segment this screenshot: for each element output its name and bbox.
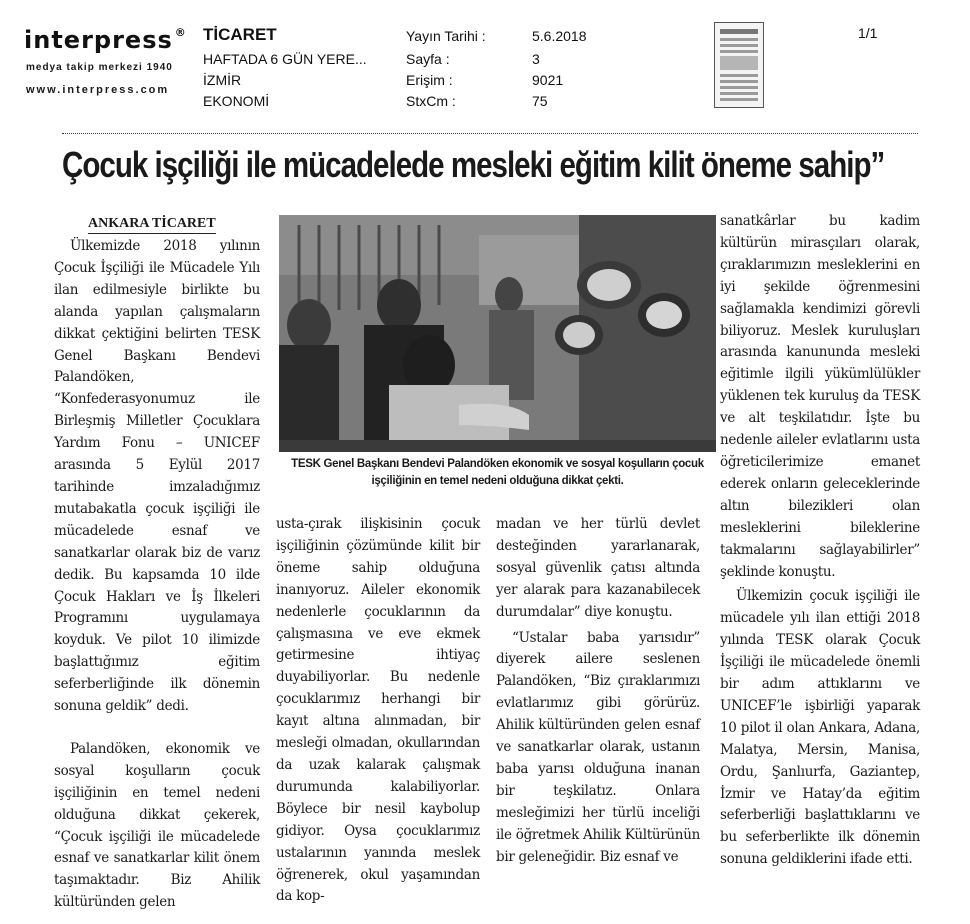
- category-label: EKONOMİ: [203, 93, 270, 109]
- publication-name: TİCARET: [203, 25, 277, 44]
- logo-subtitle: medya takip merkezi 1940: [26, 62, 173, 73]
- article-photo: [279, 215, 716, 452]
- paragraph: Palandöken, ekonomik ve sosyal koşulların çocuk işçiliğinin en temel nedeni olduğuna dikkat çekerek, “Çocuk işçiliği ile mücadelede esnaf ve sanatkarlar kilit önem taşımaktadır. Biz Ahilik kültüründen gelen: [54, 740, 260, 911]
- article-column-3: [496, 514, 700, 869]
- page-thumbnail: [714, 22, 764, 108]
- paragraph: madan ve her türlü devlet desteğinden yararlanarak, sosyal güvenlik çatısı altında yer alarak para kazanabilecek durumdalar” diye konuştu.: [496, 516, 700, 620]
- publish-date-label: Yayın Tarihi :: [406, 28, 486, 44]
- registered-mark: ®: [174, 26, 187, 39]
- interpress-logo: [24, 26, 187, 54]
- page-count: 1/1: [858, 25, 878, 41]
- publish-date-value: 5.6.2018: [532, 28, 587, 44]
- article-headline: Çocuk işçiliği ile mücadelede mesleki eğitim kilit öneme sahip”: [62, 144, 885, 185]
- reach-label: Erişim :: [406, 72, 453, 88]
- reach-value: 9021: [532, 72, 564, 88]
- article-column-1: [54, 236, 260, 914]
- photo-caption: [279, 456, 716, 490]
- stxcm-label: StxCm :: [406, 93, 456, 109]
- logo-text: interpress: [24, 26, 173, 54]
- photo-caption-line: işçiliğinin en temel nedeni olduğuna dikkat çekti.: [371, 475, 624, 487]
- page-label: Sayfa :: [406, 51, 450, 67]
- page-value: 3: [532, 51, 540, 67]
- paragraph: usta-çırak ilişkisinin çocuk işçiliğinin çözümünde kilit bir öneme sahip olduğuna inanıyoruz. Aileler ekonomik nedenlerle çocuklarının da çalışmasına ve eve ekmek getirmesine ihtiyaç duyabiliyorlar. Bu nedenle çocuklarımız herhangi bir kayıt altına alınmadan, bir mesleği olmadan, okullarından da uzak kalarak çalışmak durumunda kalabiliyorlar. Böylece bir nesil kaybolup gidiyor. Oysa çocuklarımız ustalarının yanında meslek öğrenerek, okul yaşamından da kop-: [276, 516, 480, 905]
- header-divider: [62, 133, 918, 134]
- article-column-2: [276, 514, 480, 908]
- paragraph: “Ustalar baba yarısıdır” diyerek ailere seslenen Palandöken, “Biz çıraklarımızı evlatlarımız gibi görürüz. Ahilik kültüründen gelen esnaf ve sanatkarlar olarak, ustanın baba yarısı olduğuna inanan bir teşkilatız. Onlara mesleğimizi her türlü inceliği ile öğretmek Ahilik Kültürünün bir geleneğidir. Biz esnaf ve: [496, 629, 700, 865]
- paragraph: sanatkârlar bu kadim kültürün mirasçıları olarak, çıraklarımızın mesleklerini en iyi şekilde öğrenmesini sağlamakla kendimizi görevli biliyoruz. Meslek kuruluşları arasında kanununda mesleki eğitimle ilgili yükümlülükler yüklenen tek kuruluş da TESK ve alt teşkilatıdır. İşte bu nedenle aileler evlatlarını usta öğreticilerimize emanet ederek onların geleceklerinde altın bilezikleri olan mesleklerini bileklerine takmalarını sağlayabilirler” şeklinde konuştu.: [720, 213, 920, 580]
- article-column-4: [720, 211, 920, 871]
- logo-url: www.interpress.com: [26, 84, 170, 96]
- photo-caption-line: TESK Genel Başkanı Bendevi Palandöken ekonomik ve sosyal koşulların çocuk: [291, 458, 704, 470]
- paragraph: Ülkemizde 2018 yılının Çocuk İşçiliği ile Mücadele Yılı ilan edilmesiyle birlikte bu alanda yapılan çalışmaların dikkat çektiğini belirten TESK Genel Başkanı Bendevi Palandöken, “Konfederasyonumuz ile Birleşmiş Milletler Çocuklara Yardım Fonu – UNICEF arasında 5 Eylül 2017 tarihinde imzaladığımız mutabakatla çocuk işçiliği ile mücadelede esnaf ve sanatkarlar olarak biz de varız dedik. Bu kapsamda 10 ilde Çocuk Hakları ve İş İlkeleri Programını uygulamaya koyduk. Ve pilot 10 ilimizde başlattığımız eğitim seferberliğinde ilk dönemin sonuna geldik” dedi.: [54, 238, 260, 715]
- stxcm-value: 75: [532, 93, 548, 109]
- workshop-photo-image: [279, 215, 716, 452]
- section-line: HAFTADA 6 GÜN YERE...: [203, 51, 367, 67]
- paragraph: Ülkemizin çocuk işçiliği ile mücadele yılı ilan ettiği 2018 yılında TESK olarak Çocuk İşçiliği ile mücadelede önemli bir adım attıklarını ve UNICEF’le işbirliği yaparak 10 pilot il olan Ankara, Adana, Malatya, Mersin, Manisa, Ordu, Şanlıurfa, Gaziantep, İzmir ve Hatay’da eğitim seferberliği başlattıklarını ve bu seferberlikte ilk dönemin sonuna geldiklerini ifade etti.: [720, 588, 920, 868]
- city-label: İZMİR: [203, 72, 242, 88]
- byline: ANKARA TİCARET: [88, 216, 216, 234]
